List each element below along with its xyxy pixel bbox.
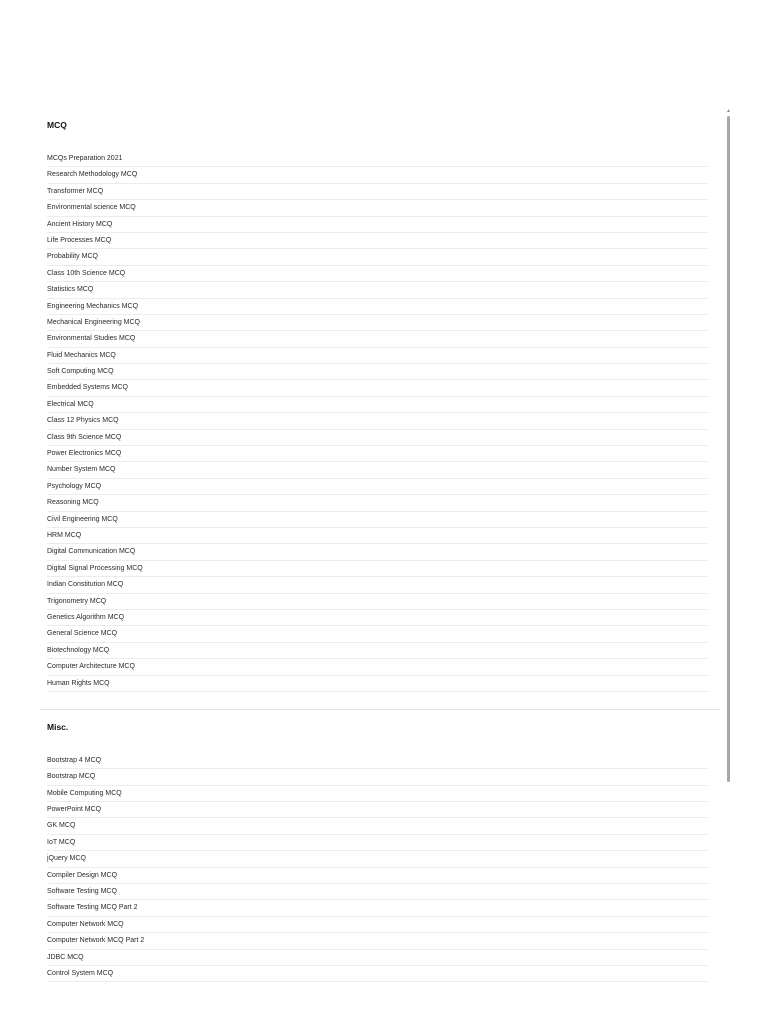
list-item-link[interactable]: Indian Constitution MCQ bbox=[47, 577, 708, 593]
list-item-link[interactable]: Statistics MCQ bbox=[47, 282, 708, 298]
list-item-link[interactable]: IoT MCQ bbox=[47, 835, 708, 851]
list-item-link[interactable]: Compiler Design MCQ bbox=[47, 868, 708, 884]
section-misc bbox=[40, 720, 720, 982]
list-item-link[interactable]: General Science MCQ bbox=[47, 626, 708, 642]
section-title-mcq: MCQ bbox=[47, 120, 67, 130]
list-item-link[interactable]: Class 12 Physics MCQ bbox=[47, 413, 708, 429]
scrollbar-thumb[interactable] bbox=[727, 116, 730, 782]
mcq-link-list bbox=[40, 151, 708, 692]
chevron-up-icon[interactable]: ▲ bbox=[726, 108, 731, 114]
list-item-link[interactable]: Computer Architecture MCQ bbox=[47, 659, 708, 675]
list-item-link[interactable]: Environmental Studies MCQ bbox=[47, 331, 708, 347]
list-item-link[interactable]: Biotechnology MCQ bbox=[47, 643, 708, 659]
list-item-link[interactable]: PowerPoint MCQ bbox=[47, 802, 708, 818]
list-item-link[interactable]: Class 10th Science MCQ bbox=[47, 266, 708, 282]
list-item-link[interactable]: Digital Communication MCQ bbox=[47, 544, 708, 560]
list-item-link[interactable]: Computer Network MCQ bbox=[47, 917, 708, 933]
vertical-scrollbar[interactable] bbox=[726, 108, 731, 988]
list-item-link[interactable]: Life Processes MCQ bbox=[47, 233, 708, 249]
list-item-link[interactable]: Trigonometry MCQ bbox=[47, 594, 708, 610]
list-item-link[interactable]: Mechanical Engineering MCQ bbox=[47, 315, 708, 331]
list-item-link[interactable]: JDBC MCQ bbox=[47, 950, 708, 966]
list-item-link[interactable]: Power Electronics MCQ bbox=[47, 446, 708, 462]
list-item-link[interactable]: Fluid Mechanics MCQ bbox=[47, 348, 708, 364]
list-item-link[interactable]: Research Methodology MCQ bbox=[47, 167, 708, 183]
list-item-link[interactable]: Bootstrap MCQ bbox=[47, 769, 708, 785]
list-item-link[interactable]: Number System MCQ bbox=[47, 462, 708, 478]
list-item-link[interactable]: Ancient History MCQ bbox=[47, 217, 708, 233]
list-item-link[interactable]: Computer Network MCQ Part 2 bbox=[47, 933, 708, 949]
list-item-link[interactable]: Software Testing MCQ Part 2 bbox=[47, 900, 708, 916]
list-item-link[interactable]: Psychology MCQ bbox=[47, 479, 708, 495]
list-item-link[interactable]: Environmental science MCQ bbox=[47, 200, 708, 216]
list-item-link[interactable]: Digital Signal Processing MCQ bbox=[47, 561, 708, 577]
list-item-link[interactable]: Reasoning MCQ bbox=[47, 495, 708, 511]
list-item-link[interactable]: Civil Engineering MCQ bbox=[47, 512, 708, 528]
list-item-link[interactable]: Transformer MCQ bbox=[47, 184, 708, 200]
list-item-link[interactable]: Engineering Mechanics MCQ bbox=[47, 299, 708, 315]
misc-link-list bbox=[40, 753, 708, 982]
section-divider bbox=[40, 709, 720, 710]
list-item-link[interactable]: Class 9th Science MCQ bbox=[47, 430, 708, 446]
list-item-link[interactable]: Control System MCQ bbox=[47, 966, 708, 982]
list-item-link[interactable]: HRM MCQ bbox=[47, 528, 708, 544]
section-title-misc: Misc. bbox=[47, 721, 69, 732]
section-mcq bbox=[40, 118, 720, 692]
list-item-link[interactable]: Electrical MCQ bbox=[47, 397, 708, 413]
content-area bbox=[40, 118, 720, 982]
list-item-link[interactable]: Genetics Algorithm MCQ bbox=[47, 610, 708, 626]
list-item-link[interactable]: Human Rights MCQ bbox=[47, 676, 708, 692]
list-item-link[interactable]: Soft Computing MCQ bbox=[47, 364, 708, 380]
list-item-link[interactable]: jQuery MCQ bbox=[47, 851, 708, 867]
list-item-link[interactable]: Probability MCQ bbox=[47, 249, 708, 265]
list-item-link[interactable]: Software Testing MCQ bbox=[47, 884, 708, 900]
list-item-link[interactable]: Bootstrap 4 MCQ bbox=[47, 753, 708, 769]
list-item-link[interactable]: GK MCQ bbox=[47, 818, 708, 834]
list-item-link[interactable]: Embedded Systems MCQ bbox=[47, 380, 708, 396]
list-item-link[interactable]: MCQs Preparation 2021 bbox=[47, 151, 708, 167]
list-item-link[interactable]: Mobile Computing MCQ bbox=[47, 786, 708, 802]
